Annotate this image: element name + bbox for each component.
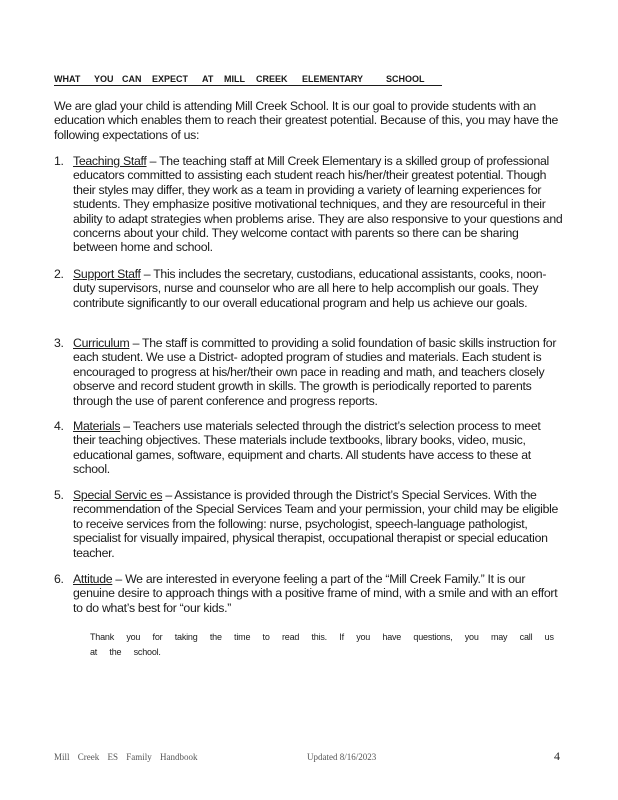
item-term: Curriculum bbox=[73, 336, 130, 350]
item-term: Support Staff bbox=[73, 267, 141, 281]
item-body bbox=[73, 488, 563, 560]
heading-word: WHAT bbox=[54, 74, 81, 84]
footer-updated-date: Updated 8/16/2023 bbox=[307, 752, 377, 762]
item-term: Materials bbox=[73, 419, 121, 433]
item-term: Attitude bbox=[73, 572, 113, 586]
closing-note: Thank you for taking the time to read this. If you have questions, you may call us at the school. bbox=[90, 632, 554, 657]
heading-word: EXPECT bbox=[152, 74, 189, 84]
item-number: 1. bbox=[54, 154, 64, 168]
item-term: Teaching Staff bbox=[73, 154, 147, 168]
heading-word: CAN bbox=[122, 74, 142, 84]
item-body bbox=[73, 572, 563, 615]
heading-word: MILL bbox=[224, 74, 245, 84]
heading-word: CREEK bbox=[256, 74, 288, 84]
heading-word: AT bbox=[202, 74, 214, 84]
item-text: – We are interested in everyone feeling a part of the “Mill Creek Family.” It is our genuine desire to approach things with a positive frame of mind, with a smile and with an effort to do what’s best for “our kids.” bbox=[73, 572, 558, 615]
item-body bbox=[73, 267, 563, 310]
item-number: 4. bbox=[54, 419, 64, 433]
item-number: 2. bbox=[54, 267, 64, 281]
item-text: – The staff is committed to providing a solid foundation of basic skills instruction for each student. We use a District- adopted program of studies and materials. Each student is encouraged to progress at his/her/their own pace in reading and math, and teachers closely observe and record student growth in skills. The growth is periodically reported to parents through the use of parent conference and progress reports. bbox=[73, 336, 557, 408]
footer-page-number: 4 bbox=[554, 749, 560, 763]
item-text: – The teaching staff at Mill Creek Elementary is a skilled group of professional educators committed to assisting each student reach his/her/their greatest potential. Though their styles may differ, they work as a team in providing a variety of learning experiences for students. They emphasize positive motivational techniques, and they are resourceful in their ability to adapt strategies when problems arise. They are also responsive to your questions and concerns about your child. They welcome contact with parents so there can be sharing between home and school. bbox=[73, 154, 563, 255]
item-number: 5. bbox=[54, 488, 64, 502]
footer-handbook-title: Mill Creek ES Family Handbook bbox=[54, 752, 198, 762]
item-text: – Teachers use materials selected through the district’s selection process to meet their teaching objectives. These materials include textbooks, library books, video, music, educational games, software, equipment and charts. All students have access to these at school. bbox=[73, 419, 541, 477]
intro-paragraph: We are glad your child is attending Mill Creek School. It is our goal to provide students with an education which enables them to reach their greatest potential. Because of this, you may have the following expectations of us: bbox=[54, 99, 559, 142]
item-term: Special Servic es bbox=[73, 488, 163, 502]
item-text: – Assistance is provided through the District’s Special Services. With the recommendation of the Special Services Team and your permission, your child may be eligible to receive services from the following: nurse, psychologist, speech-language pathologist, specialist for visually impaired, physical therapist, occupational therapist or special education teacher. bbox=[73, 488, 559, 560]
item-text: – This includes the secretary, custodians, educational assistants, cooks, noon-duty supervisors, nurse and counselor who are all here to help accomplish our goals. They contribute significantly to our overall educational program and help us achieve our goals. bbox=[73, 267, 547, 310]
item-number: 6. bbox=[54, 572, 64, 586]
heading-word: SCHOOL bbox=[386, 74, 425, 84]
heading-word: ELEMENTARY bbox=[302, 74, 364, 84]
page-heading bbox=[54, 74, 442, 86]
item-body bbox=[73, 336, 563, 408]
item-body bbox=[73, 419, 563, 477]
heading-word: YOU bbox=[94, 74, 114, 84]
item-number: 3. bbox=[54, 336, 64, 350]
item-body bbox=[73, 154, 563, 255]
